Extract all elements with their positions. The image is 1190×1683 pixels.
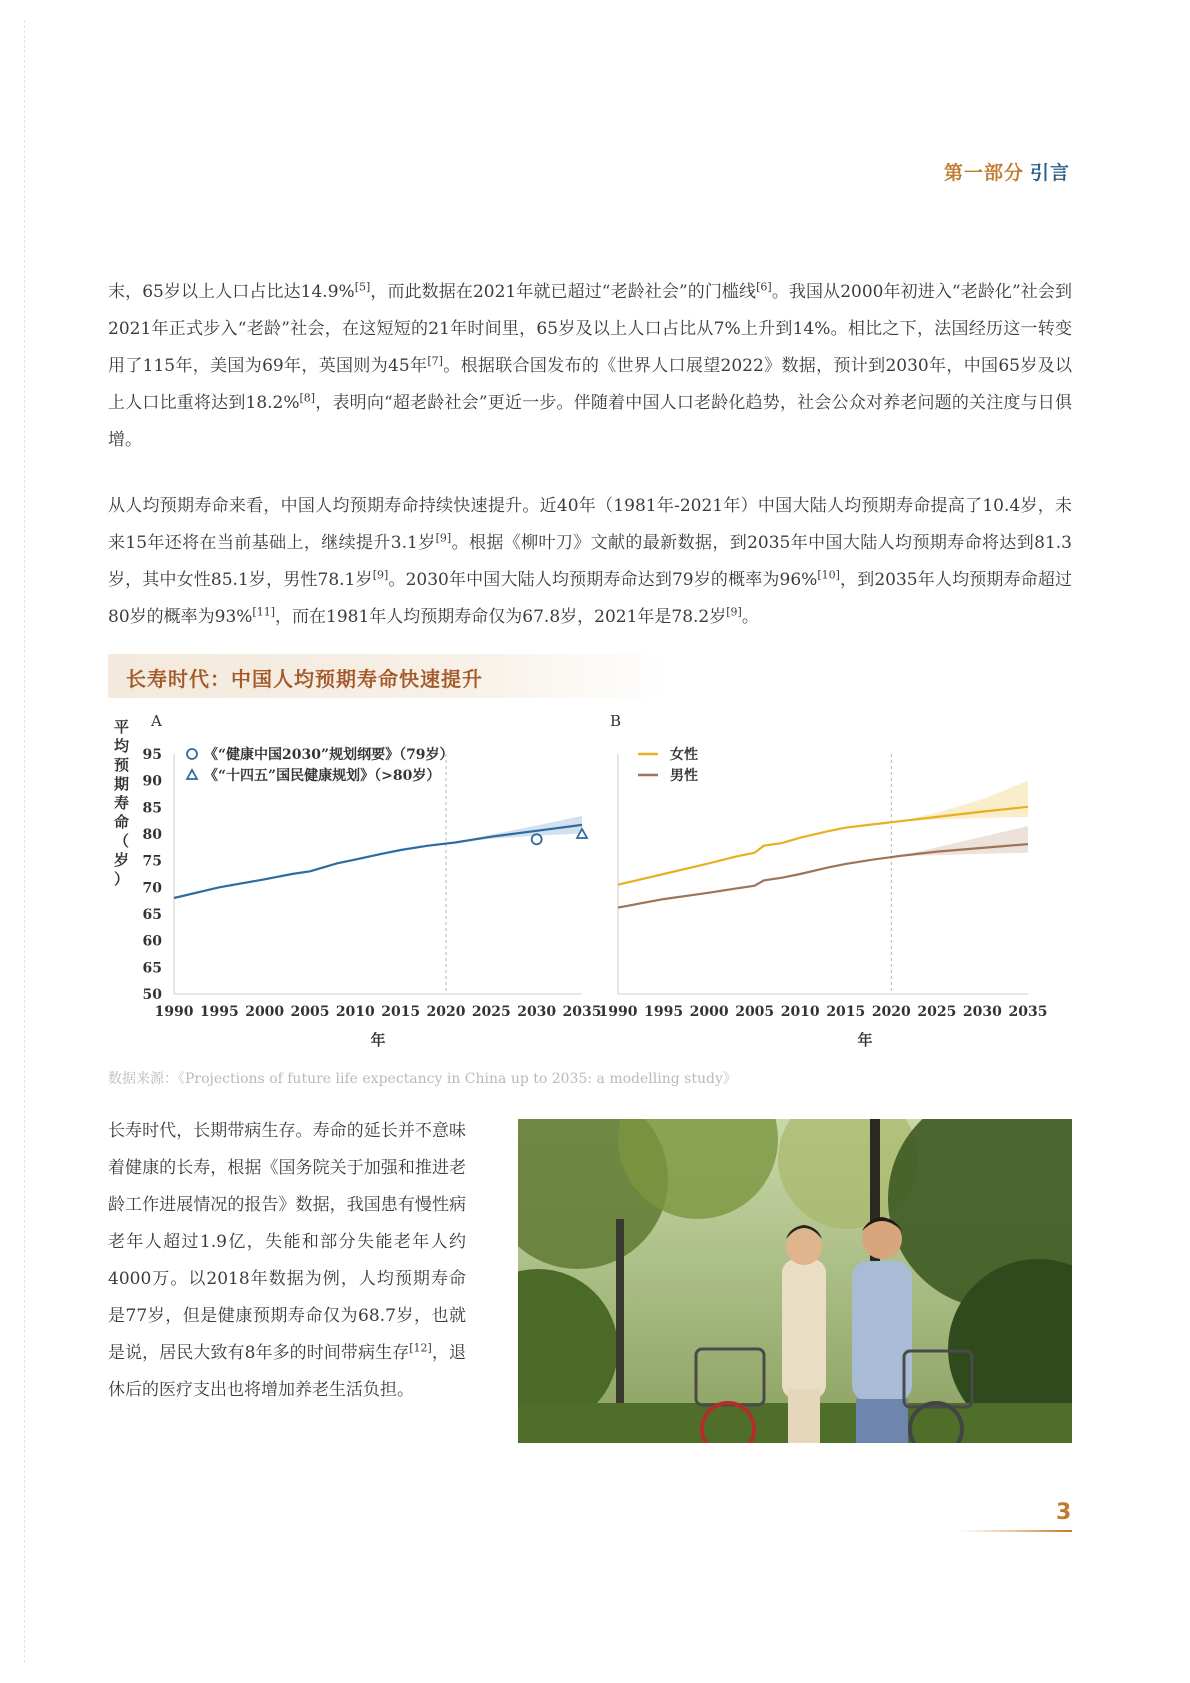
text-run: ，表明向“超老龄社会”更近一步。伴随着中国人口老龄化趋势，社会公众对养老问题的关注度与日俱增。 <box>108 393 1072 450</box>
citation-ref: [12] <box>409 1341 432 1355</box>
text-run: 长寿时代，长期带病生存。寿命的延长并不意味着健康的长寿，根据《国务院关于加强和推进老龄工作进展情况的报告》数据，我国患有慢性病老年人超过1.9亿，失能和部分失能老年人约4000万。以2018年数据为例，人均预期寿命是77岁，但是健康预期寿命仅为68.7岁，也就是说，居民大致有8年多的时间带病生存 <box>108 1121 466 1363</box>
x-tick-label: 2035 <box>1008 1004 1048 1020</box>
legend-label: 《“健康中国2030”规划纲要》（79岁） <box>204 747 454 763</box>
paragraph-aging <box>108 274 1072 459</box>
y-tick-label: 65 <box>142 960 162 977</box>
panel-a <box>114 712 601 1049</box>
figure-title: 长寿时代：中国人均预期寿命快速提升 <box>126 667 483 691</box>
x-axis-label: 年 <box>370 1031 386 1049</box>
y-tick-label: 50 <box>142 987 162 1003</box>
marker-circle-2030 <box>532 834 542 844</box>
y-axis-label-char: 寿 <box>114 794 130 812</box>
text-run: 。我国从2000年初进入“老龄化”社会到2021年正式步入“老龄”社会，在这短短的21年时间里，65岁及以上人口占比从7%上升到14%。相比之下，法国经历这一转变用了115年，美国为69年，英国则为45年 <box>108 282 1072 376</box>
photo-elderly-couple-cycling <box>518 1119 1072 1443</box>
citation-ref: [6] <box>756 280 772 294</box>
legend-label-male: 男性 <box>670 768 698 784</box>
citation-ref: [8] <box>299 391 316 405</box>
section-header <box>944 158 1070 185</box>
legend-a <box>187 746 454 784</box>
text-run: ，而在1981年人均预期寿命仅为67.8岁，2021年是78.2岁 <box>275 607 727 627</box>
y-tick-label: 60 <box>142 933 162 950</box>
x-tick-label: 2020 <box>426 1004 466 1020</box>
panel-a-label: A <box>151 712 162 730</box>
citation-ref: [9] <box>726 605 742 619</box>
figure-banner <box>108 654 668 698</box>
paragraph-chronic-disease <box>108 1113 466 1409</box>
header-section: 引言 <box>1029 162 1070 184</box>
citation-ref: [5] <box>354 280 371 294</box>
x-tick-label: 2005 <box>290 1004 330 1020</box>
uncertainty-band-female <box>900 781 1028 822</box>
text-run: 。 <box>741 607 759 627</box>
legend-label: 《“十四五”国民健康规划》（>80岁） <box>204 768 441 784</box>
y-axis-label-char: ） <box>114 870 130 888</box>
legend-b <box>638 746 698 784</box>
panel-b <box>599 712 1048 1049</box>
x-tick-label: 2025 <box>917 1004 957 1020</box>
x-tick-label: 2035 <box>562 1004 602 1020</box>
y-axis-label-char: 岁 <box>114 851 130 869</box>
text-run: ，退休后的医疗支出也将增加养老生活负担。 <box>108 1343 467 1400</box>
x-tick-label: 2000 <box>245 1004 285 1020</box>
text-run: 。2030年中国大陆人均预期寿命达到79岁的概率为96% <box>388 570 818 590</box>
y-tick-label: 95 <box>142 747 162 763</box>
x-tick-label: 1995 <box>199 1004 239 1020</box>
x-tick-label: 2015 <box>826 1004 866 1020</box>
x-axis-label: 年 <box>857 1031 873 1049</box>
x-tick-label: 1995 <box>644 1004 684 1020</box>
text-run: ，到2035年人均预期寿命超过80岁的概率为93% <box>108 570 1072 627</box>
y-axis-label-char: 期 <box>114 775 130 793</box>
y-tick-label: 70 <box>142 880 162 897</box>
y-axis-label-char: 预 <box>114 756 130 774</box>
x-ticks <box>599 1004 1048 1020</box>
paragraph-life-expectancy <box>108 488 1072 636</box>
y-axis-label-char: 均 <box>114 737 130 755</box>
y-axis-label-char: 平 <box>114 718 130 736</box>
data-source: 数据来源：《Projections of future life expectancy in China up to 2035: a modelling study》 <box>108 1071 737 1087</box>
citation-ref: [9] <box>372 568 389 582</box>
page-number: 3 <box>1056 1500 1072 1525</box>
citation-ref: [10] <box>817 568 840 582</box>
life-expectancy-charts <box>108 710 1068 1060</box>
text-run: 。根据联合国发布的《世界人口展望2022》数据，预计到2030年，中国65岁及以上人口比重将达到18.2% <box>108 356 1072 413</box>
legend-triangle-icon <box>187 770 197 779</box>
citation-ref: [7] <box>427 354 443 368</box>
y-tick-label: 85 <box>142 800 162 817</box>
x-tick-label: 2005 <box>735 1004 775 1020</box>
x-tick-label: 2020 <box>871 1004 911 1020</box>
y-axis-label-char: （ <box>114 832 130 850</box>
x-tick-label: 2015 <box>381 1004 421 1020</box>
legend-circle-icon <box>187 749 197 759</box>
text-run: 从人均预期寿命来看，中国人均预期寿命持续快速提升。近40年（1981年-2021年）中国大陆人均预期寿命提高了10.4岁，未来15年还将在当前基础上，继续提升3.1岁 <box>108 496 1072 553</box>
x-tick-label: 1990 <box>154 1004 194 1020</box>
x-tick-label: 2025 <box>471 1004 511 1020</box>
x-tick-label: 2000 <box>689 1004 729 1020</box>
y-tick-label: 90 <box>142 773 162 790</box>
citation-ref: [11] <box>252 605 276 619</box>
panel-b-label: B <box>610 712 622 730</box>
page-margin-rule <box>24 20 25 1663</box>
y-axis-label <box>114 718 130 888</box>
x-tick-label: 1990 <box>598 1004 638 1020</box>
y-axis-label-char: 命 <box>114 813 130 831</box>
text-run: 末，65岁以上人口占比达14.9% <box>108 282 355 302</box>
legend-label-female: 女性 <box>670 747 698 763</box>
uncertainty-band-male <box>900 826 1028 856</box>
y-tick-label: 80 <box>142 827 162 843</box>
x-tick-label: 2030 <box>517 1004 557 1020</box>
x-tick-label: 2030 <box>962 1004 1002 1020</box>
y-tick-label: 75 <box>142 853 162 870</box>
citation-ref: [9] <box>435 531 452 545</box>
text-run: ，而此数据在2021年就已超过“老龄社会”的门槛线 <box>370 282 757 302</box>
header-part: 第一部分 <box>943 162 1024 184</box>
x-tick-label: 2010 <box>780 1004 820 1020</box>
text-run: 。根据《柳叶刀》文献的最新数据，到2035年中国大陆人均预期寿命将达到81.3岁，其中女性85.1岁，男性78.1岁 <box>108 533 1072 590</box>
x-tick-label: 2010 <box>335 1004 375 1020</box>
x-ticks <box>155 1004 602 1020</box>
page-number-underline <box>958 1530 1072 1532</box>
y-ticks <box>143 747 163 1003</box>
y-tick-label: 65 <box>142 907 162 923</box>
